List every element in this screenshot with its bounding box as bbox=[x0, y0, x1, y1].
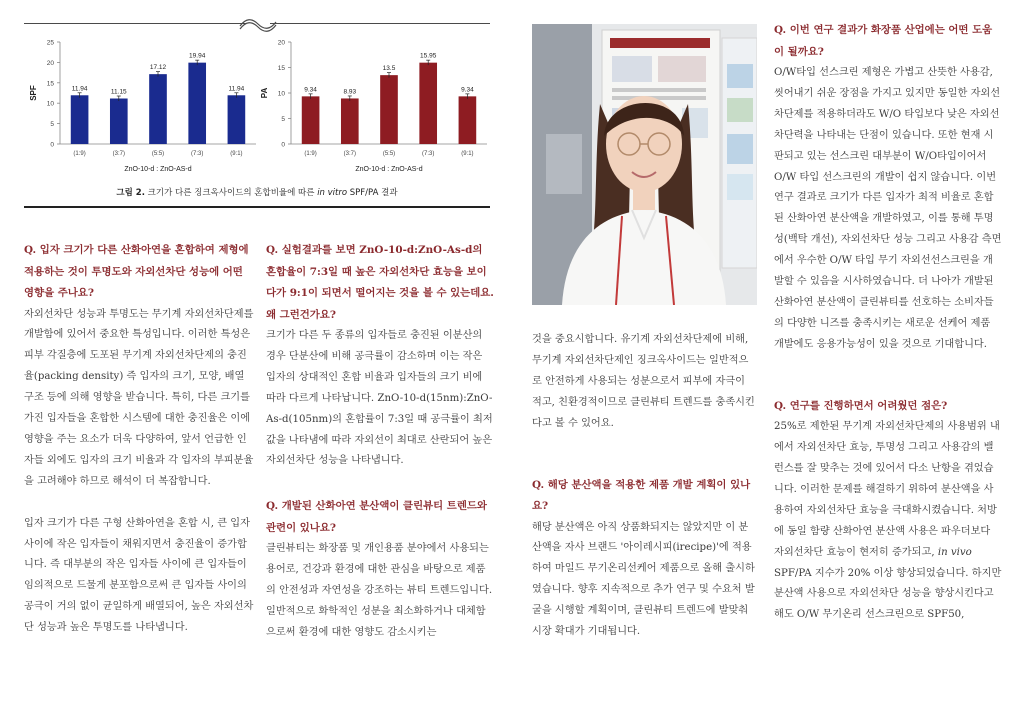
spf-y-tick-label: 0 bbox=[50, 141, 54, 149]
header-rule-left bbox=[24, 23, 246, 24]
researcher-photo-illustration bbox=[532, 24, 757, 305]
spf-y-tick-label: 5 bbox=[50, 121, 54, 129]
researcher-photo bbox=[532, 24, 757, 305]
column-1 bbox=[24, 240, 256, 639]
spf-bar bbox=[149, 74, 167, 144]
pa-category-label: (1:9) bbox=[304, 151, 317, 157]
column-3 bbox=[532, 330, 756, 643]
figure-caption bbox=[24, 186, 490, 198]
question-difficulties: Q. 연구를 진행하면서 어려웠던 점은? bbox=[774, 399, 948, 412]
spf-category-label: (5:5) bbox=[151, 151, 165, 157]
figure-caption-italic: in vitro bbox=[317, 188, 348, 198]
answer-mixing-ratio: 크기가 다른 두 종류의 입자들로 충진된 이분산의 경우 단분산에 비해 공극률이 감소하며 이는 작은 입자의 상대적인 혼합 비율과 입자들의 크기 비에 따라 다르게 나타납니다. ZnO-10-d(15nm):ZnO-As-d(105nm)의 혼합률이 7:3일 때 공극률이 최저값을 나타냄에 따라 자외선이 최대로 산란되어 높은 자외선차단 성능을 나타냅니다. bbox=[266, 330, 493, 467]
figure-caption-text: 크기가 다른 징크옥사이드의 혼합비율에 따른 bbox=[147, 188, 315, 198]
answer-product-plan: 해당 분산액은 아직 상품화되지는 않았지만 이 분산액을 자사 브랜드 '아이레시피(irecipe)'에 적용하여 마일드 무기온리선케어 제품으로 올해 출시하였습니다. 향후 지속적으로 추가 연구 및 수요처 발굴을 시행할 계획이며, 클린뷰티 트렌드에 발맞춰 시장 확대가 기대됩니다. bbox=[532, 521, 755, 638]
spf-bar bbox=[188, 63, 206, 144]
question-industry-impact: Q. 이번 연구 결과가 화장품 산업에는 어떤 도움이 될까요? bbox=[774, 24, 993, 58]
pa-data-label: 8.93 bbox=[343, 88, 357, 96]
answer-difficulties bbox=[774, 417, 1002, 626]
spf-category-label: (1:9) bbox=[73, 151, 86, 157]
pa-category-label: (3:7) bbox=[343, 151, 356, 157]
pa-bar bbox=[302, 96, 320, 144]
answer-clean-beauty-cont: 것을 중요시합니다. 유기계 자외선차단제에 비해, 무기계 자외선차단제인 징크옥사이드는 일반적으로 안전하게 사용되는 성분으로서 피부에 자극이 적고, 친환경적이므로 클린뷰티 트렌드를 충족시킨다고 볼 수 있어요. bbox=[532, 334, 755, 429]
spf-y-tick-label: 15 bbox=[46, 80, 54, 88]
pa-data-label: 9.34 bbox=[304, 86, 317, 94]
header-rule-right bbox=[270, 23, 490, 24]
spf-category-label: (3:7) bbox=[112, 151, 125, 157]
spf-data-label: 11.15 bbox=[110, 88, 127, 96]
answer-clean-beauty: 클린뷰티는 화장품 및 개인용품 분야에서 사용되는 용어로, 건강과 환경에 대한 관심을 바탕으로 제품의 안전성과 자연성을 강조하는 뷰티 트렌드입니다. 일반적으로 화학적인 성분을 최소화하거나 대체함으로써 환경에 대한 영향도 감소시키는 bbox=[266, 543, 493, 638]
spf-y-tick-label: 25 bbox=[46, 39, 54, 47]
spf-data-label: 19.94 bbox=[189, 52, 206, 60]
figure-caption-number: 그림 2. bbox=[116, 188, 145, 198]
pa-category-label: (5:5) bbox=[382, 151, 396, 157]
spf-x-axis-label: ZnO-10-d : ZnO-AS-d bbox=[124, 166, 192, 173]
pa-y-tick-label: 0 bbox=[281, 141, 285, 149]
pa-data-label: 9.34 bbox=[461, 86, 474, 94]
pa-bar bbox=[380, 75, 398, 144]
pa-y-axis-label: PA bbox=[260, 87, 269, 99]
pa-y-tick-label: 15 bbox=[277, 65, 285, 72]
question-clean-beauty: Q. 개발된 산화아연 분산액이 클린뷰티 트렌드와 관련이 있나요? bbox=[266, 500, 487, 534]
pa-y-tick-label: 5 bbox=[281, 116, 285, 123]
spf-data-label: 11.94 bbox=[228, 85, 245, 93]
spf-y-axis-label: SPF bbox=[29, 85, 38, 101]
spf-chart bbox=[24, 32, 264, 182]
spf-chart-svg bbox=[24, 32, 264, 182]
spf-category-label: (9:1) bbox=[230, 151, 243, 157]
answer-difficulties-part2: SPF/PA 지수가 20% 이상 향상되었습니다. 하지만 분산액 사용으로 자외선차단 성능을 향상시킨다고 해도 O/W 무기온리 선스크린으로 SPF50, bbox=[774, 567, 1002, 621]
spf-data-label: 17.12 bbox=[149, 64, 167, 72]
question-mixing-ratio: Q. 실험결과를 보면 ZnO-10-d:ZnO-As-d의 혼합율이 7:3일 때 높은 자외선차단 효능을 보이다가 9:1이 되면서 떨어지는 것을 볼 수 있는데요. 왜 그런건가요? bbox=[266, 244, 494, 321]
pa-y-tick-label: 20 bbox=[277, 39, 285, 47]
question-product-plan: Q. 해당 분산액을 적용한 제품 개발 계획이 있나요? bbox=[532, 478, 751, 513]
pa-category-label: (9:1) bbox=[461, 151, 474, 157]
figure-caption-tail: SPF/PA 결과 bbox=[349, 188, 398, 198]
question-particle-size: Q. 입자 크기가 다른 산화아연을 혼합하여 제형에 적용하는 것이 투명도와 자외선차단 성능에 어떤 영향을 주나요? bbox=[24, 244, 249, 299]
column-2 bbox=[266, 240, 494, 644]
answer-difficulties-part1: 25%로 제한된 무기계 자외선차단제의 사용범위 내에서 자외선차단 효능, 투명성 그리고 사용감의 밸런스를 잘 맞추는 것에 있어서 다소 난항을 겪었습니다. 이러한 문제를 해결하기 위하여 분산액을 사용하여 자외선차단 효능을 극대화시켰습니다. 처방에 동일 함량 산화아연 분산액 사용은 파우더보다 자외선차단 효능이 현저히 증가되고, bbox=[774, 421, 1000, 558]
spf-bar bbox=[228, 95, 246, 144]
answer-difficulties-italic: in vivo bbox=[937, 546, 972, 558]
spf-bar bbox=[110, 99, 128, 144]
pa-category-label: (7:3) bbox=[422, 151, 435, 157]
header-wave-ornament bbox=[238, 14, 278, 34]
pa-data-label: 15.95 bbox=[420, 52, 437, 60]
spf-bar bbox=[71, 95, 89, 144]
spf-category-label: (7:3) bbox=[191, 151, 204, 157]
pa-data-label: 13.5 bbox=[382, 65, 396, 73]
pa-bar bbox=[419, 63, 437, 144]
pa-y-tick-label: 10 bbox=[277, 90, 285, 98]
column-4 bbox=[774, 20, 1002, 626]
pa-x-axis-label: ZnO-10-d : ZnO-AS-d bbox=[355, 166, 423, 173]
figure-bottom-rule bbox=[24, 206, 490, 208]
pa-bar bbox=[459, 96, 477, 144]
pa-chart-svg bbox=[255, 32, 495, 182]
answer-industry-impact: O/W타입 선스크린 제형은 가볍고 산뜻한 사용감, 씻어내기 쉬운 장점을 가지고 있지만 동일한 자외선차단제를 적용하더라도 W/O 타입보다 낮은 자외선차단력을 나타내는 단점이 있습니다. 또한 현재 시판되고 있는 선스크린 대부분이 W/O타입이어서 O/W 타입 선스크린의 개발이 쉽지 않습니다. 이번 연구 결과로 크기가 다른 입자가 최적 비율로 혼합된 산화아연 분산액을 개발하였고, 이를 통해 투명성(백탁 개선), 자외선차단 성능 그리고 사용감 측면에서 우수한 O/W 타입 무기 자외선선스크린을 개발할 수 있음을 시사하였습니다. 더 나아가 개발된 산화아연 분산액이 클린뷰티를 선호하는 소비자들의 다양한 니즈를 충족시키는 새로운 선케어 제품 개발에도 응용가능성이 있을 것으로 기대합니다. bbox=[774, 67, 1002, 350]
spf-data-label: 11.94 bbox=[71, 85, 88, 93]
spf-y-tick-label: 10 bbox=[46, 100, 54, 108]
pa-bar bbox=[341, 98, 359, 144]
pa-chart bbox=[255, 32, 495, 182]
answer-particle-size-2: 입자 크기가 다른 구형 산화아연을 혼합 시, 큰 입자 사이에 작은 입자들이 채워지면서 충진율이 증가합니다. 즉 대부분의 작은 입자들 사이에 큰 입자들이 임의적으로 드물게 분포함으로써 큰 입자들 사이의 공극이 거의 없이 균일하게 배열되어, 높은 자외선차단 성능과 높은 투명도를 나타냅니다. bbox=[24, 517, 254, 634]
spf-y-tick-label: 20 bbox=[46, 59, 54, 67]
answer-particle-size-1: 자외선차단 성능과 투명도는 무기계 자외선차단제를 개발함에 있어서 중요한 특성입니다. 이러한 특성은 피부 각질층에 도포된 무기계 자외선차단제의 충진율(packing density) 즉 입자의 크기, 모양, 배열 구조 등에 의해 영향을 받습니다. 특히, 다른 크기를 가진 입자들을 혼합한 시스템에 대한 충진율은 이에 영향을 주는 요소가 더욱 다양하여, 앞서 언급한 인자들 외에도 입자의 크기 비율과 각 입자의 부피분율을 고려해야 하므로 해석이 더 복잡합니다. bbox=[24, 308, 254, 487]
